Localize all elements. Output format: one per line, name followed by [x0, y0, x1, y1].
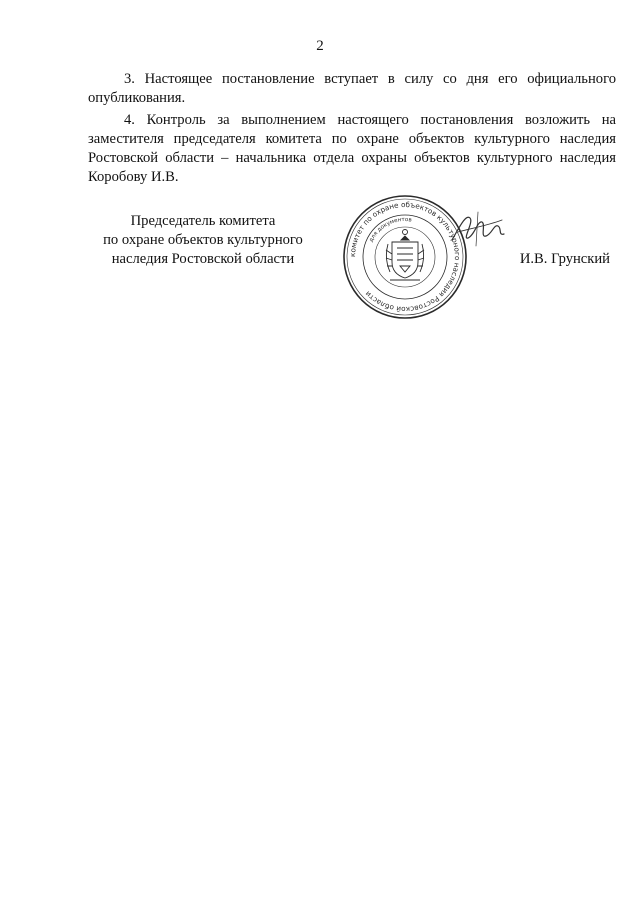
signer-title-line: наследия Ростовской области — [111, 251, 295, 267]
paragraph-4: 4. Контроль за выполнением настоящего постановления возложить на заместителя председателя комитета по охране объектов культурного наследия Ростовской области – начальника отдела охраны объектов культурного наследия Коробову И.В. — [88, 112, 616, 185]
seal-outer-text: комитет по охране объектов культурного наследия Ростовской области — [347, 199, 463, 315]
seal-inner-text: для документов — [368, 216, 412, 244]
signer-title-line: Председатель комитета — [130, 213, 276, 229]
signer-title-line: по охране объектов культурного — [103, 232, 303, 248]
coat-of-arms-icon — [386, 230, 424, 281]
handwritten-signature — [448, 206, 508, 250]
page-number: 2 — [316, 38, 324, 54]
signer-name: И.В. Грунский — [519, 251, 610, 267]
paragraph-3: 3. Настоящее постановление вступает в силу со дня его официального опубликования. — [88, 71, 616, 106]
document-body — [88, 70, 616, 190]
signer-title — [88, 212, 318, 269]
